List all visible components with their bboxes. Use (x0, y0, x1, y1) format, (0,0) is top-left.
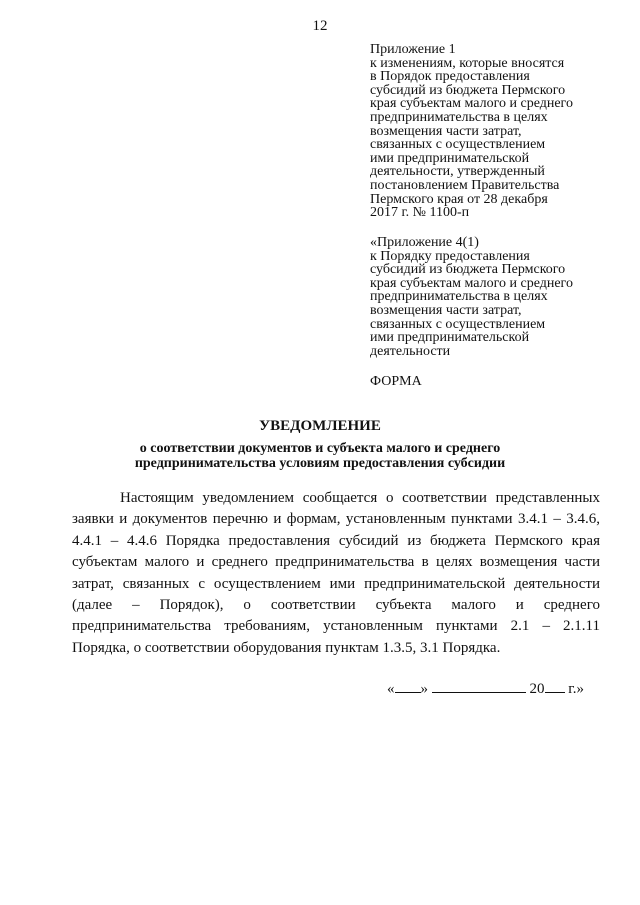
appendix-4-line: связанных с осуществлением (370, 316, 546, 332)
month-blank[interactable] (432, 680, 526, 693)
appendix-1-line: связанных с осуществлением (370, 137, 546, 153)
appendix-1-line: к изменениям, которые вносятся (370, 55, 565, 71)
subtitle-line: о соответствии документов и субъекта малого и среднего (139, 441, 501, 456)
body-line: предпринимательства требованиям, установленным пунктами 2.1 – 2.1.11 (72, 618, 600, 635)
page-number: 12 (312, 18, 328, 34)
day-blank[interactable] (395, 680, 421, 693)
appendix-1-line: 2017 г. № 1100-п (370, 205, 470, 221)
subtitle-line: предпринимательства условиям предоставления субсидии (134, 456, 506, 471)
appendix-1-line: Пермского края от 28 декабря (370, 191, 548, 207)
appendix-4-line: ими предпринимательской (370, 330, 530, 346)
body-line: 4.4.1 – 4.4.6 Порядка предоставления субсидий из бюджета Пермского края (72, 532, 600, 549)
appendix-4-line: возмещения части затрат, (370, 302, 522, 318)
appendix-4-line: к Порядку предоставления (370, 248, 530, 264)
appendix-4-line: предпринимательства в целях (370, 289, 548, 305)
appendix-1-line: ими предпринимательской (370, 150, 530, 166)
appendix-1-line: деятельности, утвержденный (370, 164, 545, 180)
date-open-quote: « (387, 681, 395, 697)
appendix-4-line: края субъектам малого и среднего (370, 275, 573, 291)
appendix-1-line: Приложение 1 (370, 42, 456, 57)
year-prefix: 20 (529, 681, 545, 697)
document-subtitle (0, 441, 640, 471)
appendix-4-header (370, 236, 620, 358)
body-line: затрат, связанных с осуществлением ими предпринимательской деятельности (72, 575, 600, 592)
appendix-1-line: предпринимательства в целях (370, 109, 548, 125)
body-line: субъектам малого и среднего предпринимательства в целях возмещения части (72, 554, 600, 571)
body-line: (далее – Порядок), о соответствии субъекта малого и среднего (72, 597, 600, 614)
appendix-1-line: в Порядок предоставления (370, 69, 530, 85)
body-line: Настоящим уведомлением сообщается о соответствии представленных (120, 490, 600, 506)
appendix-1-line: постановлением Правительства (370, 177, 560, 193)
year-suffix: г.» (564, 681, 584, 697)
date-close-quote: » (420, 681, 428, 697)
appendix-1-header (370, 43, 620, 220)
appendix-1-line: возмещения части затрат, (370, 123, 522, 139)
document-title: УВЕДОМЛЕНИЕ (259, 418, 381, 434)
date-field (387, 680, 584, 698)
appendix-1-line: края субъектам малого и среднего (370, 96, 573, 112)
body-line: заявки и документов перечню и формам, установленным пунктами 3.4.1 – 3.4.6, (72, 511, 600, 528)
appendix-1-line: субсидий из бюджета Пермского (370, 82, 566, 98)
notification-body (72, 488, 600, 659)
year-blank[interactable] (545, 680, 565, 693)
form-label: ФОРМА (370, 374, 422, 389)
appendix-4-line: «Приложение 4(1) (370, 235, 479, 250)
body-line: Порядка, о соответствии оборудования пунктам 1.3.5, 3.1 Порядка. (72, 639, 501, 656)
appendix-4-line: деятельности (370, 343, 451, 359)
appendix-4-line: субсидий из бюджета Пермского (370, 262, 566, 278)
